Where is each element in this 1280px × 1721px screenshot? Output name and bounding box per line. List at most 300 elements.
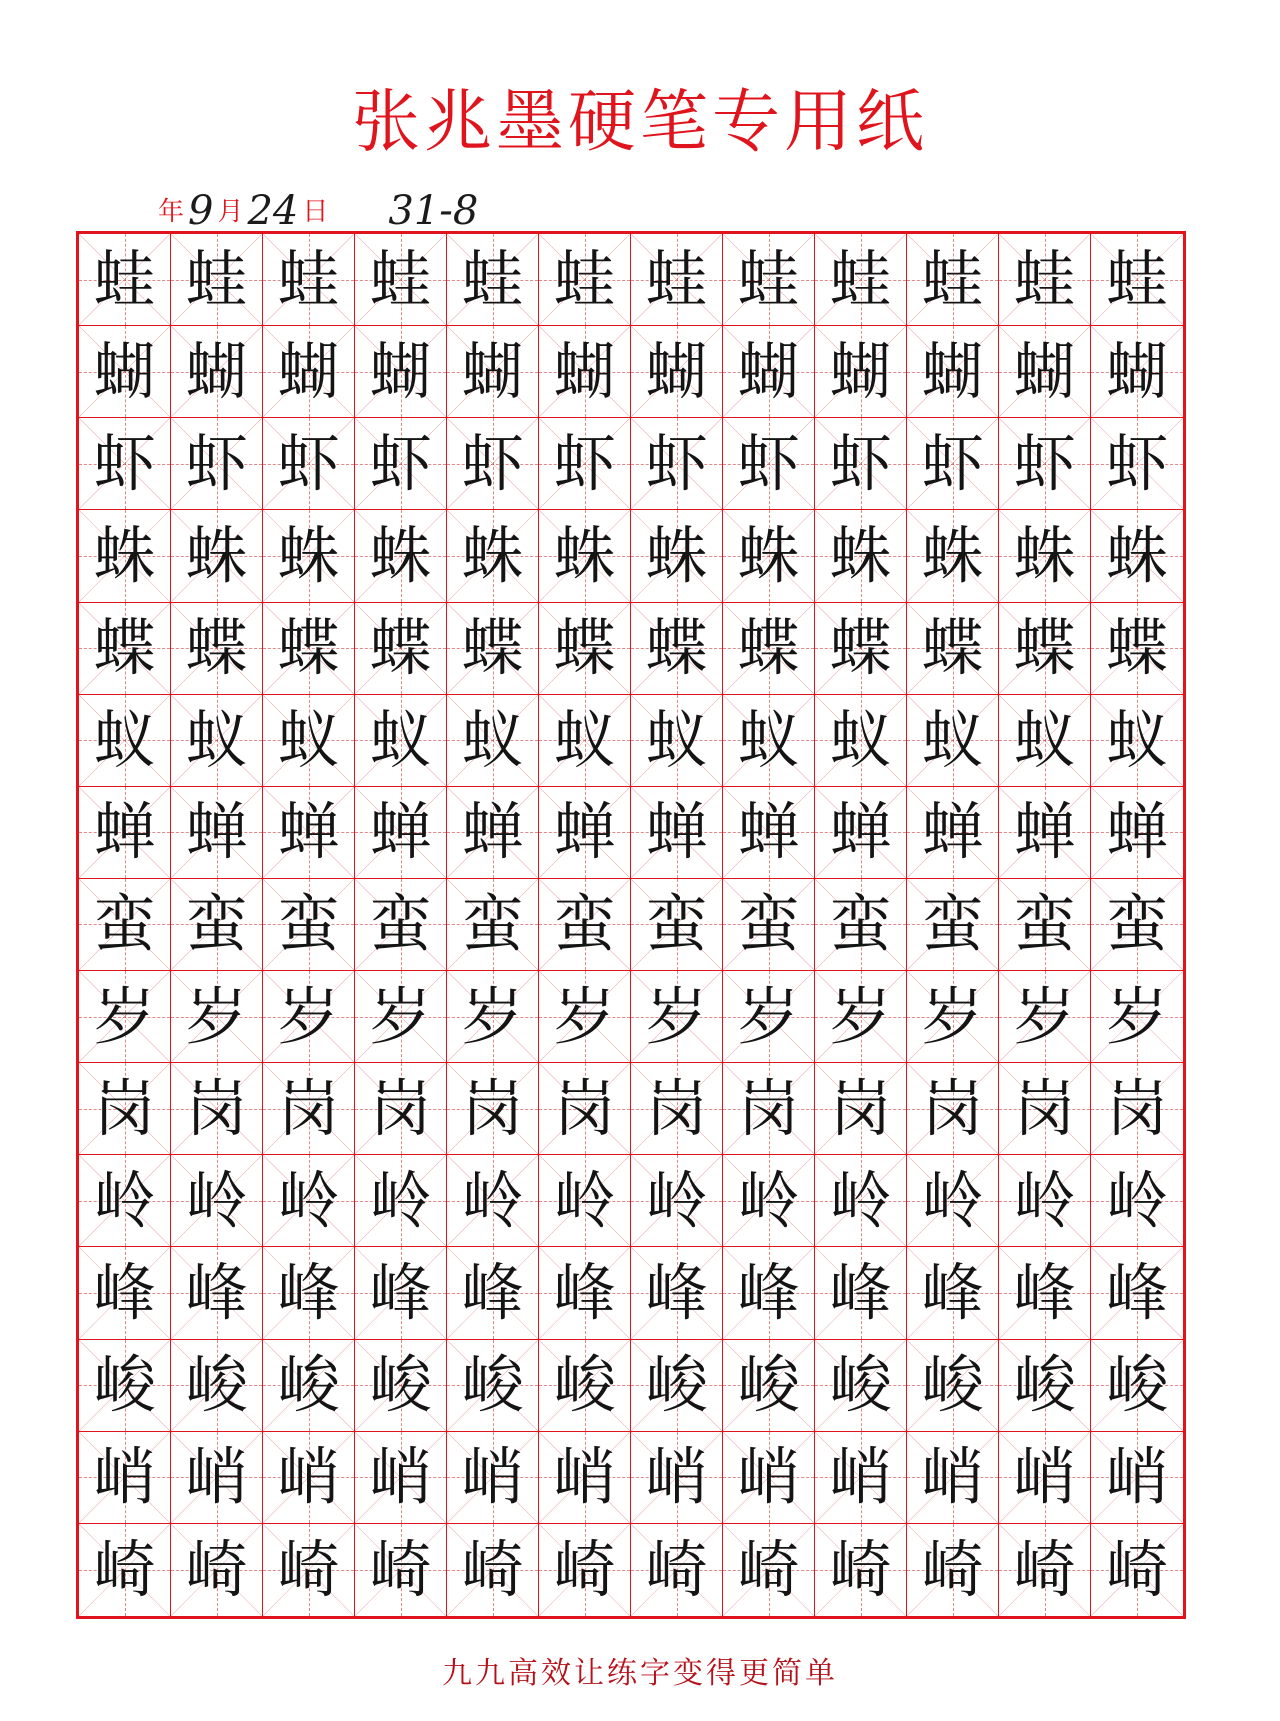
practice-character: 蝉: [461, 795, 524, 869]
practice-character: 蝉: [921, 795, 984, 869]
grid-cell: [79, 1155, 171, 1247]
practice-character: 蝴: [1105, 334, 1168, 408]
practice-character: 崎: [461, 1532, 524, 1606]
grid-cell: [355, 971, 447, 1063]
practice-character: 蝴: [277, 334, 340, 408]
practice-character: 蛙: [645, 242, 708, 316]
grid-cell: [263, 234, 355, 326]
grid-cell: [355, 326, 447, 418]
grid-cell: [447, 1340, 539, 1432]
practice-character: 峭: [921, 1440, 984, 1514]
practice-character: 峰: [93, 1256, 156, 1330]
practice-character: 蛛: [369, 518, 432, 592]
practice-character: 峰: [553, 1256, 616, 1330]
practice-character: 崎: [185, 1532, 248, 1606]
grid-cell: [1091, 418, 1183, 510]
grid-cell: [1091, 787, 1183, 879]
grid-cell: [355, 1524, 447, 1616]
practice-character: 峭: [1013, 1440, 1076, 1514]
practice-character: 蝉: [185, 795, 248, 869]
grid-cell: [79, 879, 171, 971]
grid-cell: [1091, 510, 1183, 602]
grid-cell: [631, 510, 723, 602]
grid-cell: [171, 695, 263, 787]
practice-character: 岭: [737, 1163, 800, 1237]
practice-character: 峰: [645, 1256, 708, 1330]
practice-character: 峰: [369, 1256, 432, 1330]
grid-cell: [171, 971, 263, 1063]
grid-cell: [1091, 1340, 1183, 1432]
practice-character: 崎: [1105, 1532, 1168, 1606]
grid-cell: [447, 787, 539, 879]
practice-character: 蚁: [185, 703, 248, 777]
practice-character: 峻: [185, 1348, 248, 1422]
grid-cell: [999, 1155, 1091, 1247]
practice-character: 蚁: [1105, 703, 1168, 777]
grid-cell: [1091, 695, 1183, 787]
practice-character: 岭: [1013, 1163, 1076, 1237]
practice-character: 蝉: [369, 795, 432, 869]
grid-cell: [999, 787, 1091, 879]
grid-cell: [79, 510, 171, 602]
month-label: 月: [217, 197, 244, 227]
grid-cell: [723, 418, 815, 510]
practice-character: 蚁: [277, 703, 340, 777]
grid-cell: [907, 510, 999, 602]
practice-character: 蝶: [369, 611, 432, 685]
practice-character: 蛛: [93, 518, 156, 592]
grid-cell: [907, 326, 999, 418]
practice-character: 岗: [1013, 1071, 1076, 1145]
grid-cell: [171, 1155, 263, 1247]
practice-character: 峭: [553, 1440, 616, 1514]
practice-character: 蝶: [829, 611, 892, 685]
grid-cell: [263, 1155, 355, 1247]
practice-character: 蛮: [1105, 887, 1168, 961]
practice-character: 岗: [277, 1071, 340, 1145]
grid-cell: [815, 971, 907, 1063]
practice-character: 蛙: [277, 242, 340, 316]
practice-character: 岁: [553, 979, 616, 1053]
practice-character: 岗: [461, 1071, 524, 1145]
practice-character: 峰: [1105, 1256, 1168, 1330]
practice-character: 崎: [645, 1532, 708, 1606]
practice-character: 蛮: [277, 887, 340, 961]
practice-character: 蚁: [461, 703, 524, 777]
grid-cell: [1091, 1063, 1183, 1155]
grid-cell: [723, 1432, 815, 1524]
practice-character: 蛮: [461, 887, 524, 961]
grid-cell: [999, 1524, 1091, 1616]
practice-character: 岭: [829, 1163, 892, 1237]
practice-character: 岁: [645, 979, 708, 1053]
practice-character: 蝴: [645, 334, 708, 408]
practice-character: 蛙: [737, 242, 800, 316]
practice-character: 蝉: [93, 795, 156, 869]
practice-character: 虾: [1105, 426, 1168, 500]
grid-cell: [171, 1340, 263, 1432]
practice-character: 蝴: [921, 334, 984, 408]
grid-cell: [447, 1524, 539, 1616]
grid-cell: [631, 787, 723, 879]
practice-character: 蚁: [645, 703, 708, 777]
grid-cell: [447, 695, 539, 787]
practice-character: 峻: [1105, 1348, 1168, 1422]
practice-character: 岗: [1105, 1071, 1168, 1145]
grid-cell: [815, 1432, 907, 1524]
practice-character: 蚁: [921, 703, 984, 777]
grid-cell: [447, 879, 539, 971]
practice-character: 虾: [185, 426, 248, 500]
grid-cell: [999, 879, 1091, 971]
grid-cell: [447, 326, 539, 418]
practice-character: 峰: [829, 1256, 892, 1330]
grid-cell: [723, 1155, 815, 1247]
practice-character: 蝴: [93, 334, 156, 408]
practice-character: 峭: [93, 1440, 156, 1514]
practice-character: 蝴: [829, 334, 892, 408]
practice-character: 岗: [553, 1071, 616, 1145]
grid-cell: [815, 879, 907, 971]
grid-cell: [539, 1432, 631, 1524]
grid-cell: [1091, 1155, 1183, 1247]
practice-character: 崎: [93, 1532, 156, 1606]
practice-character: 峻: [737, 1348, 800, 1422]
practice-character: 虾: [461, 426, 524, 500]
practice-character: 蛮: [185, 887, 248, 961]
practice-character: 岁: [921, 979, 984, 1053]
practice-character: 蛮: [1013, 887, 1076, 961]
practice-character: 虾: [277, 426, 340, 500]
grid-cell: [263, 510, 355, 602]
grid-cell: [171, 603, 263, 695]
grid-cell: [171, 787, 263, 879]
grid-cell: [355, 1247, 447, 1339]
grid-cell: [631, 1524, 723, 1616]
practice-character: 蛙: [829, 242, 892, 316]
grid-cell: [631, 1063, 723, 1155]
practice-character: 蝶: [1105, 611, 1168, 685]
practice-character: 崎: [737, 1532, 800, 1606]
practice-character: 岭: [553, 1163, 616, 1237]
grid-cell: [1091, 234, 1183, 326]
grid-cell: [447, 1247, 539, 1339]
practice-character: 蝉: [1013, 795, 1076, 869]
grid-cell: [79, 1063, 171, 1155]
practice-character: 岭: [369, 1163, 432, 1237]
practice-character: 蝉: [737, 795, 800, 869]
grid-cell: [263, 603, 355, 695]
practice-character: 虾: [829, 426, 892, 500]
grid-cell: [539, 1524, 631, 1616]
practice-character: 崎: [1013, 1532, 1076, 1606]
grid-cell: [815, 510, 907, 602]
practice-character: 蝴: [461, 334, 524, 408]
grid-cell: [815, 695, 907, 787]
practice-character: 蛮: [553, 887, 616, 961]
grid-cell: [79, 1247, 171, 1339]
practice-character: 峻: [461, 1348, 524, 1422]
grid-cell: [999, 326, 1091, 418]
grid-cell: [723, 971, 815, 1063]
practice-character: 峭: [369, 1440, 432, 1514]
grid-cell: [815, 234, 907, 326]
practice-character: 岁: [185, 979, 248, 1053]
practice-character: 蛮: [829, 887, 892, 961]
grid-cell: [355, 787, 447, 879]
grid-cell: [447, 418, 539, 510]
grid-cell: [79, 787, 171, 879]
grid-cell: [723, 1063, 815, 1155]
grid-cell: [999, 1432, 1091, 1524]
grid-cell: [907, 1524, 999, 1616]
grid-cell: [171, 418, 263, 510]
practice-character: 峰: [277, 1256, 340, 1330]
grid-cell: [1091, 879, 1183, 971]
grid-cell: [1091, 1432, 1183, 1524]
grid-cell: [539, 1247, 631, 1339]
grid-cell: [263, 971, 355, 1063]
grid-cell: [355, 1432, 447, 1524]
grid-cell: [815, 1340, 907, 1432]
practice-character: 峻: [93, 1348, 156, 1422]
practice-character: 岗: [737, 1071, 800, 1145]
grid-cell: [999, 418, 1091, 510]
grid-cell: [815, 418, 907, 510]
grid-cell: [999, 695, 1091, 787]
grid-cell: [171, 510, 263, 602]
grid-cell: [171, 879, 263, 971]
practice-character: 峭: [277, 1440, 340, 1514]
practice-character: 蝶: [1013, 611, 1076, 685]
practice-character: 崎: [369, 1532, 432, 1606]
practice-character: 崎: [921, 1532, 984, 1606]
practice-character: 虾: [93, 426, 156, 500]
grid-cell: [539, 510, 631, 602]
practice-character: 虾: [645, 426, 708, 500]
grid-cell: [815, 1155, 907, 1247]
grid-cell: [539, 695, 631, 787]
grid-cell: [631, 326, 723, 418]
practice-character: 蛙: [921, 242, 984, 316]
grid-cell: [723, 326, 815, 418]
practice-grid-frame: [76, 231, 1186, 1619]
practice-character: 蝶: [645, 611, 708, 685]
practice-character: 蛙: [93, 242, 156, 316]
grid-cell: [631, 1340, 723, 1432]
grid-cell: [171, 1432, 263, 1524]
grid-cell: [447, 510, 539, 602]
practice-character: 峭: [1105, 1440, 1168, 1514]
practice-character: 峰: [1013, 1256, 1076, 1330]
grid-cell: [907, 695, 999, 787]
practice-character: 蝶: [921, 611, 984, 685]
year-label: 年: [158, 197, 185, 227]
practice-character: 蛛: [185, 518, 248, 592]
practice-character: 岭: [461, 1163, 524, 1237]
practice-character: 峭: [185, 1440, 248, 1514]
practice-character: 虾: [553, 426, 616, 500]
grid-cell: [907, 1063, 999, 1155]
practice-character: 蝴: [1013, 334, 1076, 408]
grid-cell: [355, 510, 447, 602]
grid-cell: [907, 787, 999, 879]
grid-cell: [539, 787, 631, 879]
practice-character: 蝴: [737, 334, 800, 408]
grid-cell: [907, 1155, 999, 1247]
footer-slogan: 九九高效让练字变得更简单: [442, 1656, 838, 1691]
grid-cell: [999, 510, 1091, 602]
practice-character: 蝉: [1105, 795, 1168, 869]
practice-character: 峭: [737, 1440, 800, 1514]
practice-character: 岭: [93, 1163, 156, 1237]
grid-cell: [539, 1155, 631, 1247]
practice-character: 虾: [1013, 426, 1076, 500]
grid-cell: [79, 418, 171, 510]
practice-character: 岭: [277, 1163, 340, 1237]
practice-character: 蛛: [921, 518, 984, 592]
practice-character: 蝴: [553, 334, 616, 408]
grid-cell: [631, 695, 723, 787]
grid-cell: [171, 1524, 263, 1616]
grid-cell: [1091, 1247, 1183, 1339]
practice-character: 蝶: [461, 611, 524, 685]
grid-cell: [907, 234, 999, 326]
practice-character: 峰: [461, 1256, 524, 1330]
practice-character: 峰: [185, 1256, 248, 1330]
grid-cell: [539, 1340, 631, 1432]
practice-character: 蝴: [185, 334, 248, 408]
grid-cell: [539, 879, 631, 971]
grid-cell: [263, 787, 355, 879]
practice-character: 蛛: [645, 518, 708, 592]
practice-character: 蛛: [1105, 518, 1168, 592]
practice-character: 蛮: [737, 887, 800, 961]
grid-cell: [263, 418, 355, 510]
date-line: [158, 185, 482, 233]
date-code: 31-8: [388, 188, 479, 234]
practice-character: 蛮: [369, 887, 432, 961]
practice-character: 蛛: [1013, 518, 1076, 592]
grid-cell: [263, 695, 355, 787]
grid-cell: [631, 418, 723, 510]
grid-cell: [723, 603, 815, 695]
practice-character: 蛮: [921, 887, 984, 961]
practice-character: 蛙: [1105, 242, 1168, 316]
grid-cell: [907, 879, 999, 971]
grid-cell: [723, 1524, 815, 1616]
practice-character: 岁: [277, 979, 340, 1053]
page-title: 张兆墨硬笔专用纸: [351, 83, 928, 162]
grid-cell: [355, 603, 447, 695]
grid-cell: [355, 1340, 447, 1432]
grid-cell: [631, 234, 723, 326]
grid-cell: [999, 1063, 1091, 1155]
grid-cell: [171, 234, 263, 326]
practice-character: 蝶: [277, 611, 340, 685]
grid-cell: [263, 879, 355, 971]
practice-character: 崎: [829, 1532, 892, 1606]
practice-character: 峻: [1013, 1348, 1076, 1422]
grid-cell: [79, 971, 171, 1063]
grid-cell: [79, 326, 171, 418]
day-value: 24: [247, 188, 299, 234]
practice-character: 蚁: [369, 703, 432, 777]
practice-character: 蝉: [553, 795, 616, 869]
practice-character: 蛛: [829, 518, 892, 592]
grid-cell: [79, 695, 171, 787]
grid-cell: [723, 787, 815, 879]
grid-cell: [447, 603, 539, 695]
grid-cell: [999, 971, 1091, 1063]
grid-cell: [999, 234, 1091, 326]
grid-cell: [355, 695, 447, 787]
practice-character: 蝉: [829, 795, 892, 869]
grid-cell: [79, 1340, 171, 1432]
grid-cell: [631, 603, 723, 695]
grid-cell: [447, 1432, 539, 1524]
practice-character: 蝶: [93, 611, 156, 685]
month-value: 9: [188, 188, 214, 234]
grid-cell: [815, 1063, 907, 1155]
practice-character: 崎: [277, 1532, 340, 1606]
practice-character: 蚁: [553, 703, 616, 777]
practice-character: 蛙: [185, 242, 248, 316]
practice-character: 岗: [185, 1071, 248, 1145]
grid-cell: [815, 603, 907, 695]
grid-cell: [171, 326, 263, 418]
grid-cell: [631, 971, 723, 1063]
practice-character: 蛙: [553, 242, 616, 316]
practice-character: 峰: [921, 1256, 984, 1330]
grid-cell: [355, 879, 447, 971]
grid-cell: [1091, 971, 1183, 1063]
practice-character: 蝴: [369, 334, 432, 408]
practice-character: 岗: [921, 1071, 984, 1145]
grid-cell: [447, 971, 539, 1063]
practice-character: 峭: [461, 1440, 524, 1514]
practice-character: 岗: [369, 1071, 432, 1145]
grid-cell: [263, 1524, 355, 1616]
grid-cell: [999, 1340, 1091, 1432]
grid-cell: [907, 1432, 999, 1524]
grid-cell: [539, 326, 631, 418]
practice-character: 岭: [921, 1163, 984, 1237]
practice-character: 峻: [921, 1348, 984, 1422]
practice-character: 蛮: [645, 887, 708, 961]
practice-character: 蝉: [645, 795, 708, 869]
grid-cell: [263, 1432, 355, 1524]
grid-cell: [263, 1340, 355, 1432]
grid-cell: [907, 971, 999, 1063]
grid-cell: [263, 326, 355, 418]
grid-cell: [1091, 1524, 1183, 1616]
practice-character: 虾: [737, 426, 800, 500]
grid-cell: [355, 1155, 447, 1247]
grid-cell: [539, 234, 631, 326]
grid-cell: [907, 603, 999, 695]
grid-cell: [539, 971, 631, 1063]
grid-cell: [79, 1432, 171, 1524]
grid-cell: [631, 1247, 723, 1339]
practice-character: 蛛: [553, 518, 616, 592]
grid-cell: [79, 234, 171, 326]
practice-character: 岗: [829, 1071, 892, 1145]
grid-cell: [815, 326, 907, 418]
practice-character: 岭: [645, 1163, 708, 1237]
practice-character: 蚁: [737, 703, 800, 777]
practice-character: 岭: [185, 1163, 248, 1237]
